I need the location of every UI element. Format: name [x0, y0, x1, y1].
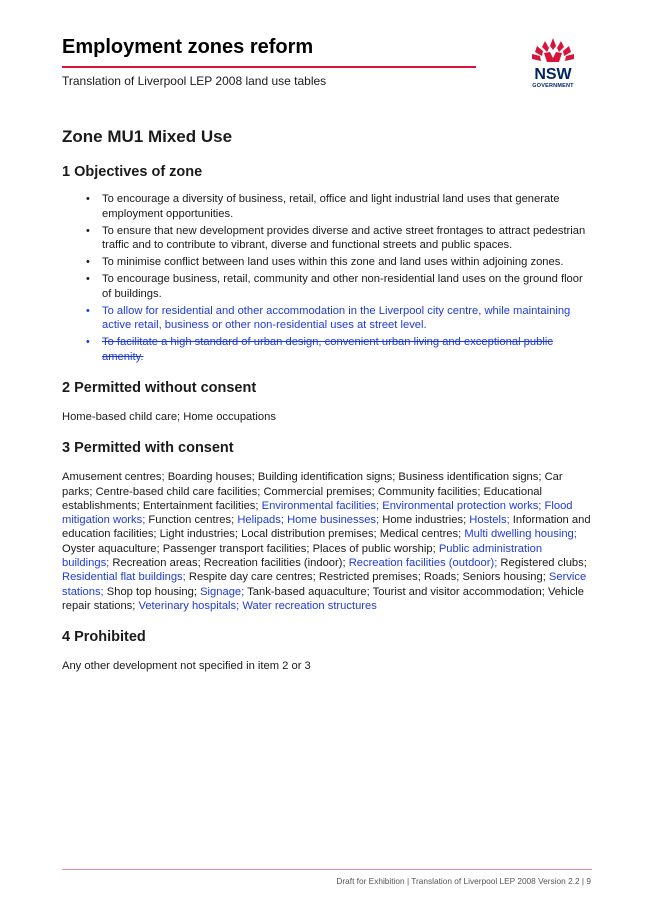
logo-text: NSW [534, 66, 572, 83]
objective-item-added: • To allow for residential and other accommodation in the Liverpool city centre, while maintaining active retail, business or other non-residential uses at street level. [102, 304, 592, 333]
land-use-segment-added: Hostels; [469, 514, 510, 527]
land-use-segment: Function centres; [145, 514, 238, 527]
land-use-segment: Registered clubs; [497, 557, 587, 570]
land-use-segment: Home industries; [379, 514, 470, 527]
objectives-list [62, 192, 592, 364]
land-use-segment-added: Environmental facilities; Environmental protection works; Flood mitigation works; [62, 499, 573, 527]
land-use-segment-added: Multi dwelling housing; [464, 528, 577, 541]
land-use-segment: Information and education facilities; Light industries; Local distribution premises; Medical centres; [62, 514, 591, 541]
land-use-segment: Shop top housing; [103, 585, 201, 598]
objectives-heading: 1 Objectives of zone [62, 164, 203, 180]
footer-text: Draft for Exhibition | Translation of Liverpool LEP 2008 Version 2.2 | 9 [336, 876, 591, 886]
land-use-segment-added: Recreation facilities (outdoor); [348, 557, 498, 570]
permitted-with-consent-text [62, 470, 592, 613]
zone-title: Zone MU1 Mixed Use [62, 127, 233, 146]
permitted-with-consent-heading: 3 Permitted with consent [62, 440, 234, 457]
objective-item-deleted: • To facilitate a high standard of urban design, convenient urban living and exceptional public amenity. [102, 335, 592, 364]
land-use-segment: Recreation areas; Recreation facilities (indoor); [109, 557, 349, 570]
land-use-segment: Oyster aquaculture; Passenger transport facilities; Places of public worship; [62, 542, 439, 555]
land-use-segment-added: Public administration buildings; [62, 542, 543, 570]
land-use-segment-added: Signage; [200, 585, 245, 598]
land-use-segment-added: Helipads; Home businesses; [237, 514, 380, 527]
objective-item: • To encourage a diversity of business, retail, office and light industrial land uses that generate employment opportunities. [102, 192, 592, 221]
land-use-segment: Amusement centres; Boarding houses; Building identification signs; Business identification signs; Car parks; Centre-based child care facilities; Commercial premises; Community facilities; Educational establishments; Entertainment facilities; [62, 471, 563, 512]
land-use-segment: Tank-based aquaculture; Tourist and visitor accommodation; Vehicle repair stations; [62, 585, 585, 612]
land-use-segment: Respite day care centres; Restricted premises; Roads; Seniors housing; [185, 571, 549, 584]
land-use-segment-added: Veterinary hospitals; Water recreation structures [138, 599, 377, 612]
objective-item: • To minimise conflict between land uses within this zone and land uses within adjoining zones. [102, 255, 592, 270]
footer-divider [62, 869, 592, 870]
objective-item: • To encourage business, retail, community and other non-residential land uses on the ground floor of buildings. [102, 272, 592, 301]
permitted-without-consent-heading: 2 Permitted without consent [62, 380, 257, 396]
objective-item: • To ensure that new development provides diverse and active street frontages to attract pedestrian traffic and to contribute to vibrant, diverse and functional streets and public spaces. [102, 224, 592, 253]
permitted-without-consent-text: Home-based child care; Home occupations [62, 411, 276, 423]
page-subtitle: Translation of Liverpool LEP 2008 land use tables [62, 74, 327, 88]
main-content [62, 126, 592, 674]
prohibited-text: Any other development not specified in item 2 or 3 [62, 660, 311, 673]
logo-subtext: GOVERNMENT [532, 83, 574, 89]
page-title: Employment zones reform [62, 36, 314, 58]
prohibited-heading: 4 Prohibited [62, 629, 146, 646]
land-use-segment-added: Service stations; [62, 571, 587, 598]
title-divider [62, 66, 476, 68]
land-use-segment-added: Residential flat buildings; [62, 571, 186, 584]
